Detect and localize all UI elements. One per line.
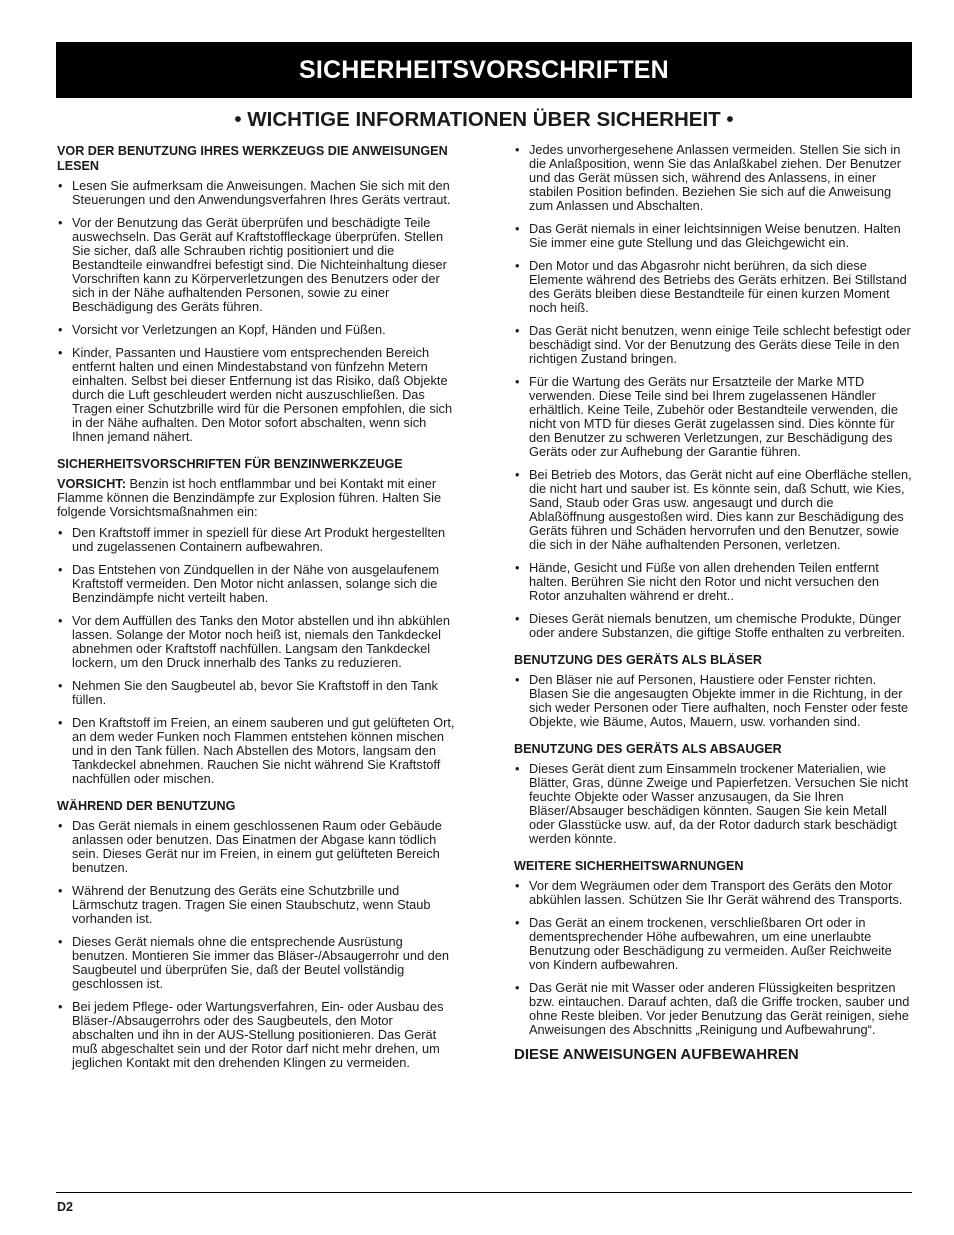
list-item: • Dieses Gerät niemals ohne die entsprechende Ausrüstung benutzen. Montieren Sie immer das Bläser-/Absaugerrohr und den Saugbeutel und überprüfen Sie, daß der Beutel vollständig geschlossen ist.: [57, 935, 455, 991]
list-item: • Vorsicht vor Verletzungen an Kopf, Händen und Füßen.: [57, 323, 455, 337]
list-item: • Das Gerät nie mit Wasser oder anderen Flüssigkeiten bespritzen bzw. eintauchen. Darauf achten, daß die Griffe trocken, sauber und ohne Reste bleiben. Vor jeder Benutzung das Gerät reinigen, siehe Anweisungen des Abschnitts „Reinigung und Aufbewahrung“.: [514, 981, 912, 1037]
list-item: • Jedes unvorhergesehene Anlassen vermeiden. Stellen Sie sich in die Anlaßposition, wenn Sie das Anlaßkabel ziehen. Der Benutzer und das Gerät müssen sich, während des Anlassens, in einer stabilen Position befinden. Beziehen Sie sich auf die Anweisung zum Anlassen und Abschalten.: [514, 143, 912, 213]
list-item: • Für die Wartung des Geräts nur Ersatzteile der Marke MTD verwenden. Diese Teile sind bei Ihrem zugelassenen Händler erhältlich. Keine Teile, Zubehör oder Bestandteile verwenden, die nicht von MTD für dieses Gerät zugelassen sind. Dies könnte für den Benutzer zu schweren Verletzungen, zur Beschädigung des Geräts oder zur Aufhebung der Garantie führen.: [514, 375, 912, 459]
list-item: • Das Gerät niemals in einer leichtsinnigen Weise benutzen. Halten Sie immer eine gute Stellung und das Gleichgewicht ein.: [514, 222, 912, 250]
bullet-list: [514, 673, 912, 729]
list-item: • Das Entstehen von Zündquellen in der Nähe von ausgelaufenem Kraftstoff vermeiden. Den Motor nicht anlassen, solange sich die Benzindämpfe nicht verteilt haben.: [57, 563, 455, 605]
bullet-list: [514, 762, 912, 846]
page-title: SICHERHEITSVORSCHRIFTEN: [299, 55, 669, 84]
bullet-list: [57, 179, 455, 444]
bullet-list: [514, 879, 912, 1037]
section-subtitle: • WICHTIGE INFORMATIONEN ÜBER SICHERHEIT •: [234, 108, 734, 131]
list-item: • Kinder, Passanten und Haustiere vom entsprechenden Bereich entfernt halten und einen Mindestabstand von fünfzehn Metern einhalten. Selbst bei dieser Entfernung ist das Risiko, daß Objekte durch die Luft geschleudert werden nicht auszuschließen. Das Tragen einer Schutzbrille wird für die Personen empfohlen, die sich in der Nähe aufhalten. Den Motor sofort abschalten, wenn sich Ihnen jemand nähert.: [57, 346, 455, 444]
list-item: • Nehmen Sie den Saugbeutel ab, bevor Sie Kraftstoff in den Tank füllen.: [57, 679, 455, 707]
list-item: • Vor dem Auffüllen des Tanks den Motor abstellen und ihn abkühlen lassen. Solange der Motor noch heiß ist, niemals den Tankdeckel abnehmen oder Kraftstoff nachfüllen. Langsam den Tankdeckel lockern, um den Druck innerhalb des Tanks zu reduzieren.: [57, 614, 455, 670]
caution-paragraph: [57, 477, 455, 519]
list-item: • Das Gerät an einem trockenen, verschließbaren Ort oder in dementsprechender Höhe aufbewahren, um eine unerlaubte Benutzung oder Beschädigung zu vermeiden. Außer Reichweite von Kindern aufbewahren.: [514, 916, 912, 972]
list-item: • Bei jedem Pflege- oder Wartungsverfahren, Ein- oder Ausbau des Bläser-/Absaugerrohrs oder des Saugbeutels, den Motor abschalten und ihn in der AUS-Stellung positionieren. Das Gerät muß abgeschaltet sein und der Rotor darf nicht mehr drehen, um jeglichen Kontakt mit den drehenden Klingen zu vermeiden.: [57, 1000, 455, 1070]
list-item: • Den Kraftstoff immer in speziell für diese Art Produkt hergestellten und zugelassenen Containern aufbewahren.: [57, 526, 455, 554]
list-item: • Hände, Gesicht und Füße von allen drehenden Teilen entfernt halten. Berühren Sie nicht den Rotor und nicht versuchen den Rotor anzuhalten während er dreht..: [514, 561, 912, 603]
section-heading-vacuum-use: BENUTZUNG DES GERÄTS ALS ABSAUGER: [514, 742, 782, 756]
right-column: [514, 143, 912, 1063]
list-item: • Den Bläser nie auf Personen, Haustiere oder Fenster richten. Blasen Sie die angesaugten Objekte immer in die Richtung, in der sich weder Personen oder Tiere aufhalten, noch Fenster oder feste Objekte, wie Bäume, Autos, Mauern, usw. vorhanden sind.: [514, 673, 912, 729]
bullet-list: [57, 526, 455, 786]
caution-label: VORSICHT:: [57, 476, 126, 491]
list-item: • Das Gerät nicht benutzen, wenn einige Teile schlecht befestigt oder beschädigt sind. Vor der Benutzung des Geräts diese Teile in den richtigen Zustand bringen.: [514, 324, 912, 366]
caution-text: Benzin ist hoch entflammbar und bei Kontakt mit einer Flamme können die Benzindämpfe zur Explosion führen. Halten Sie folgende Vorsichtsmaßnahmen ein:: [57, 476, 442, 519]
left-column: [57, 144, 455, 1079]
list-item: • Lesen Sie aufmerksam die Anweisungen. Machen Sie sich mit den Steuerungen und den Anwendungsverfahren Ihres Geräts vertraut.: [57, 179, 455, 207]
closing-heading: DIESE ANWEISUNGEN AUFBEWAHREN: [514, 1046, 799, 1063]
section-heading-blower-use: BENUTZUNG DES GERÄTS ALS BLÄSER: [514, 653, 762, 667]
list-item: • Bei Betrieb des Motors, das Gerät nicht auf eine Oberfläche stellen, die nicht hart und sauber ist. Es könnte sein, daß Schutt, wie Kies, Sand, Staub oder Gras usw. angesaugt und durch die Ablaßöffnung ausgestoßen wird. Dies kann zur Beschädigung des Geräts führen und Schäden hervorrufen und den Benutzer, sowie die sich in der Nähe aufhaltenden Personen, verletzen.: [514, 468, 912, 552]
list-item: • Vor dem Wegräumen oder dem Transport des Geräts den Motor abkühlen lassen. Schützen Sie Ihr Gerät während des Transports.: [514, 879, 912, 907]
page-number: D2: [57, 1200, 73, 1214]
list-item: • Vor der Benutzung das Gerät überprüfen und beschädigte Teile auswechseln. Das Gerät auf Kraftstoffleckage überprüfen. Stellen Sie sicher, daß alle Schrauben richtig positioniert und die Bestandteile einwandfrei befestigt sind. Die Nichteinhaltung dieser Vorschriften kann zu Körperverletzungen des Benutzers oder der sich in der Nähe aufhaltenden Personen, sowie zu einer Beschädigung des Geräts führen.: [57, 216, 455, 314]
section-heading-further-warnings: WEITERE SICHERHEITSWARNUNGEN: [514, 859, 744, 873]
list-item: • Den Kraftstoff im Freien, an einem sauberen und gut gelüfteten Ort, an dem weder Funken noch Flammen entstehen können mischen und in den Tank füllen. Nach Abstellen des Motors, langsam den Tankdeckel abnehmen. Rauchen Sie nicht während Sie Kraftstoff nachfüllen oder mischen.: [57, 716, 455, 786]
section-heading-read-instructions: VOR DER BENUTZUNG IHRES WERKZEUGS DIE ANWEISUNGEN LESEN: [57, 144, 448, 173]
list-item: • Dieses Gerät dient zum Einsammeln trockener Materialien, wie Blätter, Gras, dünne Zweige und Papierfetzen. Versuchen Sie nicht feuchte Objekte oder Wasser anzusaugen, da Sie Ihren Bläser/Absauger beschädigen könnten. Saugen Sie kein Metall oder Glasstücke usw. auf, da der Rotor dadurch stark beschädigt werden könnte.: [514, 762, 912, 846]
footer-divider: [56, 1192, 912, 1193]
section-heading-fuel-safety: SICHERHEITSVORSCHRIFTEN FÜR BENZINWERKZEUGE: [57, 457, 403, 471]
list-item: • Während der Benutzung des Geräts eine Schutzbrille und Lärmschutz tragen. Tragen Sie einen Staubschutz, wenn Staub vorhanden ist.: [57, 884, 455, 926]
bullet-list: [57, 819, 455, 1070]
page-title-banner: [56, 42, 912, 98]
list-item: • Das Gerät niemals in einem geschlossenen Raum oder Gebäude anlassen oder benutzen. Das Einatmen der Abgase kann tödlich sein. Dieses Gerät nur im Freien, in einem gut gelüfteten Bereich benutzen.: [57, 819, 455, 875]
bullet-list: [514, 143, 912, 640]
section-heading-during-use: WÄHREND DER BENUTZUNG: [57, 799, 236, 813]
list-item: • Den Motor und das Abgasrohr nicht berühren, da sich diese Elemente während des Betriebs des Geräts erhitzen. Bei Stillstand des Geräts bleiben diese Bestandteile für einen kurzen Moment noch heiß.: [514, 259, 912, 315]
list-item: • Dieses Gerät niemals benutzen, um chemische Produkte, Dünger oder andere Substanzen, die giftige Stoffe enthalten zu verbreiten.: [514, 612, 912, 640]
